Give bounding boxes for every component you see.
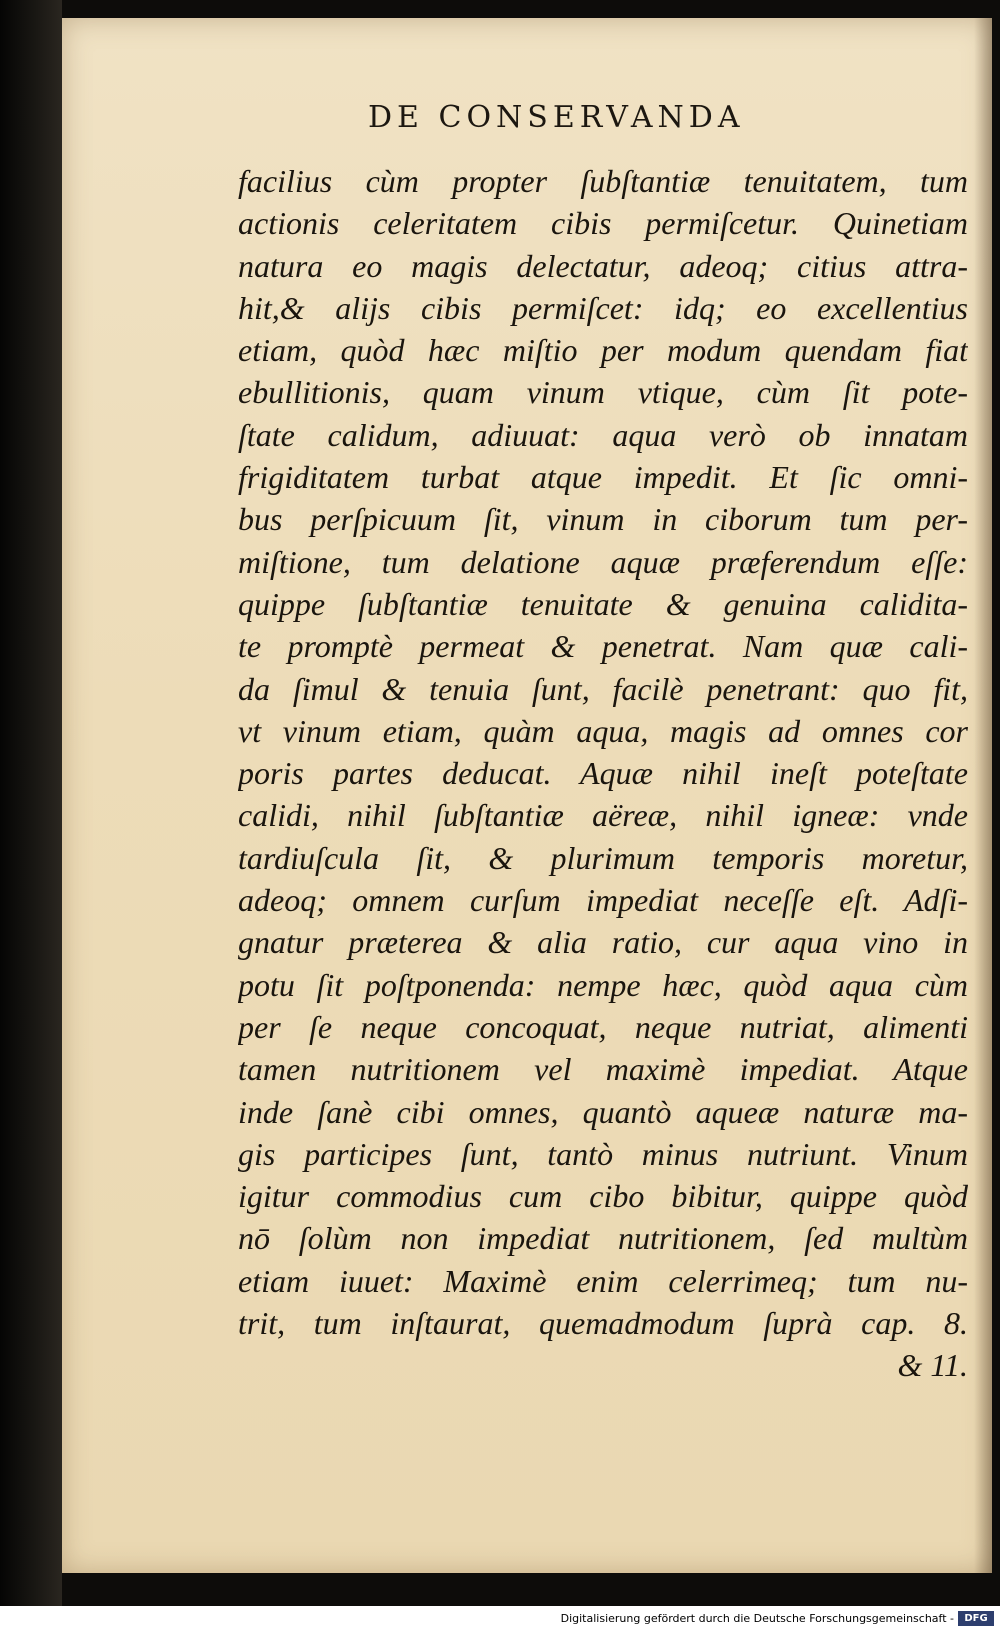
text-line: tardiuſcula ſit, & plurimum temporis moretur, <box>238 839 968 876</box>
page-edge-shadow <box>974 18 992 1573</box>
text-line: actionis celeritatem cibis permiſcetur. Quinetiam <box>238 205 968 242</box>
funding-credit: Digitalisierung gefördert durch die Deutsche Forschungsgemeinschaft - <box>560 1612 954 1625</box>
digitization-footer <box>0 1606 1000 1633</box>
text-line: igitur commodius cum cibo bibitur, quippe quòd <box>238 1178 968 1215</box>
running-head: DE CONSERVANDA <box>368 100 745 135</box>
text-line: natura eo magis delectatur, adeoq; citius attra- <box>238 247 968 284</box>
text-line: trit, tum inſtaurat, quemadmodum ſuprà cap. 8. <box>238 1305 968 1342</box>
text-line: etiam iuuet: Maximè enim celerrimeq; tum nu- <box>238 1262 968 1299</box>
text-line: quippe ſubſtantiæ tenuitate & genuina calidita- <box>238 585 968 622</box>
text-line: tamen nutritionem vel maximè impediat. Atque <box>238 1051 968 1088</box>
text-line: etiam, quòd hæc miſtio per modum quendam fiat <box>238 332 968 369</box>
text-line: da ſimul & tenuia ſunt, facilè penetrant: quo fit, <box>238 670 968 707</box>
text-line: calidi, nihil ſubſtantiæ aëreæ, nihil igneæ: vnde <box>238 797 968 834</box>
text-line: facilius cùm propter ſubſtantiæ tenuitatem, tum <box>238 163 968 199</box>
text-line: potu ſit poſtponenda: nempe hæc, quòd aqua cùm <box>238 966 968 1003</box>
body-text <box>238 160 968 1387</box>
text-line: & 11. <box>897 1347 968 1384</box>
text-line: adeoq; omnem curſum impediat neceſſe eſt. Adſi- <box>238 882 968 919</box>
text-line: miſtione, tum delatione aquæ præferendum eſſe: <box>238 543 968 580</box>
text-line: ebullitionis, quam vinum vtique, cùm ſit pote- <box>238 374 968 411</box>
text-line: ſtate calidum, adiuuat: aqua verò ob innatam <box>238 416 968 453</box>
text-line: gnatur præterea & alia ratio, cur aqua vino in <box>238 924 968 961</box>
text-line: gis participes ſunt, tantò minus nutriunt. Vinum <box>238 1135 968 1172</box>
dfg-logo-icon: DFG <box>958 1611 994 1626</box>
text-line: per ſe neque concoquat, neque nutriat, alimenti <box>238 1008 968 1045</box>
text-line: vt vinum etiam, quàm aqua, magis ad omnes cor <box>238 712 968 749</box>
text-line: bus perſpicuum ſit, vinum in ciborum tum per- <box>238 501 968 538</box>
text-line: hit,& alijs cibis permiſcet: idq; eo excellentius <box>238 289 968 326</box>
text-line: te promptè permeat & penetrat. Nam quæ cali- <box>238 628 968 665</box>
text-line: inde ſanè cibi omnes, quantò aqueæ naturæ ma- <box>238 1093 968 1130</box>
text-line: frigiditatem turbat atque impedit. Et ſic omni- <box>238 459 968 496</box>
text-line: poris partes deducat. Aquæ nihil ineſt poteſtate <box>238 755 968 792</box>
text-line: nō ſolùm non impediat nutritionem, ſed multùm <box>238 1220 968 1257</box>
scan-background <box>0 0 62 1633</box>
